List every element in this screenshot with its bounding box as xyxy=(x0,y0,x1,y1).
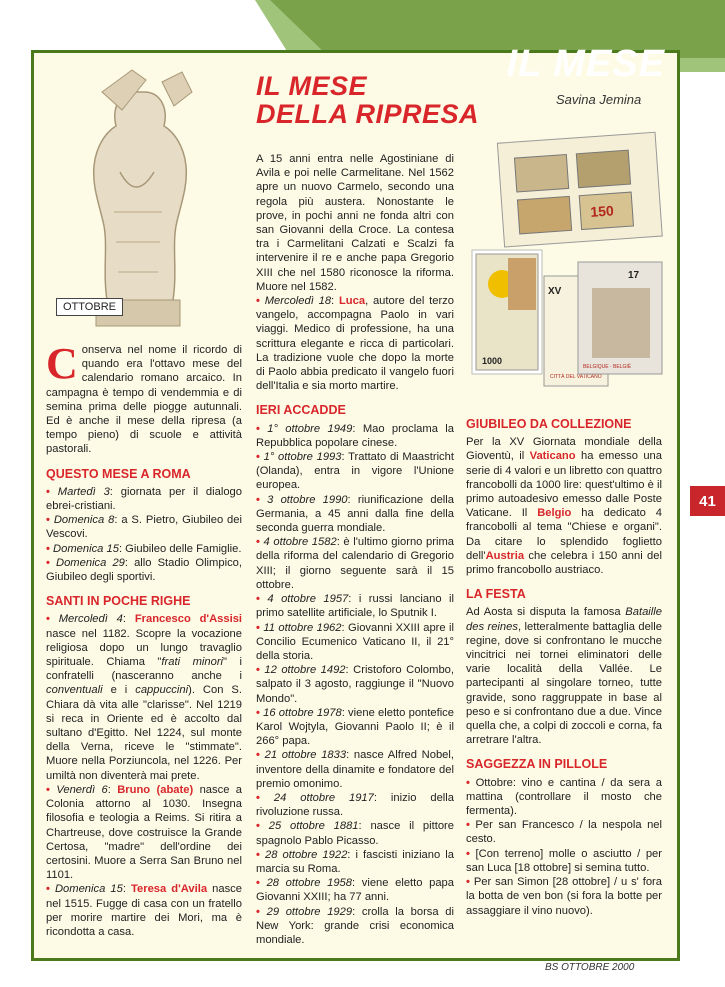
column-2 xyxy=(256,152,454,947)
proverb-item: • Per san Simon [28 ottobre] / u s' fora la botta de ven bon (si fora la botte per assaggiare il vino nuovo). xyxy=(466,876,662,917)
proverb-item: • Ottobre: vino e cantina / da sera a mattina (controllare il mosto che fermenta). xyxy=(466,776,662,818)
section-label: IL MESE xyxy=(506,43,665,85)
stamp-vatican-label: CITTÀ DEL VATICANO xyxy=(550,374,602,380)
stamp-belgium-label: BELGIQUE · BELGIË xyxy=(583,364,632,370)
author: Savina Jemina xyxy=(556,92,642,107)
list-item: • Venerdì 6: Bruno (abate) nasce a Colonia attorno al 1030. Insegna filosofia e teologia a Reims. Si ritira a Chartreuse, dove costruisce la Grande Certosa, "madre" dell'ordine dei certosini. Muore a Serra San Bruno nel 1101. xyxy=(46,783,243,882)
heading-santi: SANTI IN POCHE RIGHE xyxy=(46,594,191,609)
event-item: • 3 ottobre 1990: riunificazione della Germania, a 45 anni dalla fine della seconda guerra mondiale. xyxy=(256,493,454,535)
teresa-continued: A 15 anni entra nelle Agostiniane di Avila e poi nelle Carmelitane. Nel 1562 apre un nuovo Carmelo, secondo una regola più austera. Nonostante le prove, in pochi anni ne fonda altri con san Giovanni della Croce. La contesa tra i Carmelitani Calzati e Scalzi fa intervenire il re e anche papa Gregorio XIII che nel 1580 riconosce la riforma. Muore nel 1582. xyxy=(256,153,454,293)
list-item: • Mercoledì 18: Luca, autore del terzo vangelo, accompagna Paolo in vari viaggi. Medico di professione, ha una scrittura elegante e ricca di particolari. La tradizione vuole che dopo la morte di Paolo abbia predicato il vangelo fuori dell'Italia e sia morto martire. xyxy=(256,295,455,393)
page-number: 41 xyxy=(690,486,725,516)
heading-roma: QUESTO MESE A ROMA xyxy=(46,466,191,481)
list-item: • Martedì 3: giornata per il dialogo ebrei-cristiani. xyxy=(46,485,242,513)
event-item: • 24 ottobre 1917: inizio della rivoluzione russa. xyxy=(256,791,454,819)
event-item: • 28 ottobre 1958: viene eletto papa Giovanni XXIII; ha 77 anni. xyxy=(256,877,455,904)
festa-paragraph: Ad Aosta si disputa la famosa Bataille des reines, letteralmente battaglia delle regine, dove si confrontano le mucche vincitrici nei tornei eliminatori delle varie località della Vallée. Le partecipanti al singolare torneo, tutte gravide, sono raggruppate in base al peso e si confrontano due a due. Vince quella che, a colpi di zoccoli e corna, fa arretrare l'altra. xyxy=(466,606,662,747)
column-3 xyxy=(466,417,662,918)
proverb-item: • [Con terreno] molle o asciutto / per san Luca [18 ottobre] si semina tutto. xyxy=(466,847,662,874)
event-item: • 1° ottobre 1993: Trattato di Maastricht (Olanda), entra in vigore l'Unione europea. xyxy=(256,451,454,492)
event-item: • 11 ottobre 1962: Giovanni XXIII apre il Concilio Ecumenico Vaticano II, il 21° della storia. xyxy=(256,621,455,662)
event-item: • 16 ottobre 1978: viene eletto pontefice Karol Wojtyla, Giovanni Paolo II; è il 266° papa. xyxy=(256,706,454,748)
statue-illustration xyxy=(62,62,210,332)
footer: BS OTTOBRE 2000 xyxy=(545,962,635,973)
proverb-item: • Per san Francesco / la nespola nel cesto. xyxy=(466,819,662,846)
stamp-value-17: 17 xyxy=(628,270,640,281)
list-item: • Mercoledì 4: Francesco d'Assisi nasce nel 1182. Scopre la vocazione religiosa dopo un lungo travaglio spirituale. Chiama "frati minori" i confratelli (nasceranno anche i conventuali e i cappuccini). Con S. Chiara dà vita alle "clarisse". Nel 1219 si reca in Oriente ed è accolto dal sultano d'Egitto. Nel 1224, sul monte della Verna, riceve le "stimmate". Muore nella Porziuncola, nel 1226. Per umiltà non diventerà mai prete. xyxy=(46,613,243,782)
article-title xyxy=(256,72,479,128)
events-list xyxy=(256,422,454,948)
giubileo-paragraph: Per la XV Giornata mondiale della Gioventù, il Vaticano ha emesso una serie di 4 valori e un libretto con quattro francobolli da 1000 lire: quest'ultimo è il primo autoadesivo emesso dalle Poste Vaticane. Il Belgio ha dedicato 4 francobolli al tema "Chiese e organi". Da citare lo splendido foglietto dell'Austria che celebra i 150 anni del primo francobollo austriaco. xyxy=(466,436,662,577)
column-1 xyxy=(46,339,243,939)
dropcap: C xyxy=(46,339,78,388)
figure-caption: OTTOBRE xyxy=(56,298,123,316)
stamps-illustration xyxy=(482,118,660,390)
proverbs-list xyxy=(466,776,662,918)
heading-giubileo: GIUBILEO DA COLLEZIONE xyxy=(466,417,632,431)
heading-ieri: IERI ACCADDE xyxy=(256,403,346,418)
stamp-value-1000: 1000 xyxy=(482,356,503,366)
list-item: • Domenica 15: Teresa d'Avila nasce nel 1515. Fugge di casa con un fratello per morire martire dei Mori, ma è ricondotta a casa. xyxy=(46,883,242,938)
event-item: • 4 ottobre 1582: è l'ultimo giorno prima della riforma del calendario di Gregorio XIII; il giorno seguente sarà il 15 ottobre. xyxy=(256,536,454,591)
title-line-2: DELLA RIPRESA xyxy=(256,99,480,129)
list-item: • Domenica 15: Giubileo delle Famiglie. xyxy=(46,542,242,555)
event-item: • 25 ottobre 1881: nasce il pittore spagnolo Pablo Picasso. xyxy=(256,820,454,847)
event-item: • 12 ottobre 1492: Cristoforo Colombo, salpato il 3 agosto, raggiunge il "Nuovo Mondo". xyxy=(256,664,454,705)
event-item: • 29 ottobre 1929: crolla la borsa di New York: grande crisi economica mondiale. xyxy=(256,905,454,946)
heading-saggezza: SAGGEZZA IN PILLOLE xyxy=(466,757,608,772)
event-item: • 28 ottobre 1922: i fascisti iniziano la marcia su Roma. xyxy=(256,848,454,875)
stamp-value-150: 150 xyxy=(589,202,615,220)
heading-festa: LA FESTA xyxy=(466,587,526,602)
event-item: • 21 ottobre 1833: nasce Alfred Nobel, inventore della dinamite e fondatore del premio omonimo. xyxy=(256,749,454,790)
stamp-value-xv: XV xyxy=(548,286,562,297)
list-item: • Domenica 8: a S. Pietro, Giubileo dei Vescovi. xyxy=(46,514,242,541)
list-item: • Domenica 29: allo Stadio Olimpico, Giubileo degli sportivi. xyxy=(46,556,242,584)
event-item: • 1° ottobre 1949: Mao proclama la Repubblica popolare cinese. xyxy=(256,422,454,449)
title-line-1: IL MESE xyxy=(256,71,368,101)
intro-paragraph: Conserva nel nome il ricordo di quando era l'ottavo mese del calendario romano arcaico. In campagna è tempo di vendemmia e di semina prima delle piogge autunnali. Ed è anche il mese della ripresa (a tempo pieno) di scuole e attività pastorali. xyxy=(46,339,242,456)
event-item: • 4 ottobre 1957: i russi lanciano il primo satellite artificiale, lo Sputnik I. xyxy=(256,593,454,620)
